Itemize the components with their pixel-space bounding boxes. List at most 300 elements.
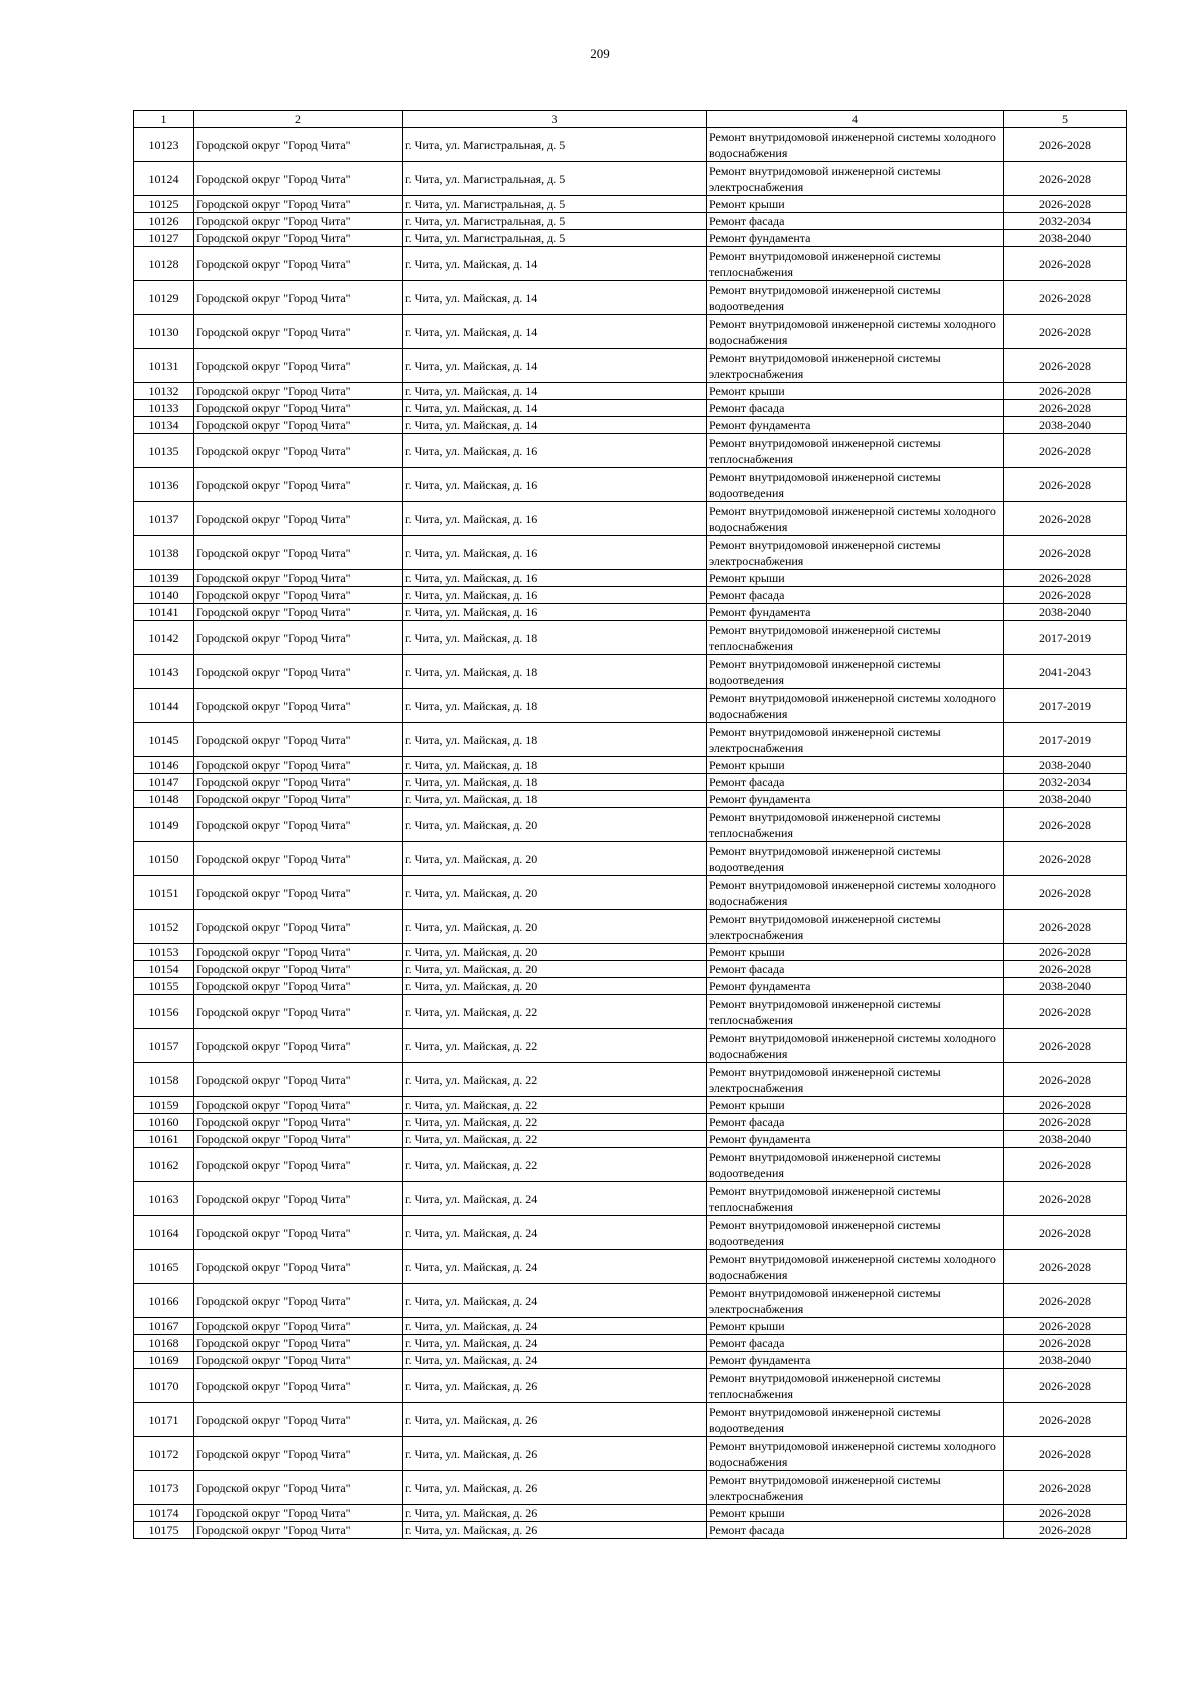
address-cell: г. Чита, ул. Магистральная, д. 5 [403, 128, 707, 162]
municipality-cell: Городской округ "Город Чита" [194, 1522, 403, 1539]
municipality-cell: Городской округ "Город Чита" [194, 604, 403, 621]
table-row [134, 1216, 1127, 1250]
record-number-cell: 10154 [134, 961, 194, 978]
table-row [134, 1284, 1127, 1318]
municipality-cell: Городской округ "Город Чита" [194, 434, 403, 468]
address-cell: г. Чита, ул. Майская, д. 16 [403, 604, 707, 621]
work-type-cell: Ремонт внутридомовой инженерной системы теплоснабжения [707, 1369, 1004, 1403]
period-cell: 2026-2028 [1004, 961, 1127, 978]
period-cell: 2026-2028 [1004, 1369, 1127, 1403]
period-cell: 2026-2028 [1004, 1505, 1127, 1522]
municipality-cell: Городской округ "Город Чита" [194, 944, 403, 961]
record-number-cell: 10130 [134, 315, 194, 349]
municipality-cell: Городской округ "Город Чита" [194, 383, 403, 400]
period-cell: 2026-2028 [1004, 162, 1127, 196]
municipality-cell: Городской округ "Город Чита" [194, 791, 403, 808]
period-cell: 2026-2028 [1004, 944, 1127, 961]
record-number-cell: 10163 [134, 1182, 194, 1216]
address-cell: г. Чита, ул. Майская, д. 26 [403, 1403, 707, 1437]
municipality-cell: Городской округ "Город Чита" [194, 213, 403, 230]
address-cell: г. Чита, ул. Майская, д. 20 [403, 961, 707, 978]
work-type-cell: Ремонт внутридомовой инженерной системы теплоснабжения [707, 1182, 1004, 1216]
work-type-cell: Ремонт фундамента [707, 791, 1004, 808]
record-number-cell: 10150 [134, 842, 194, 876]
work-type-cell: Ремонт крыши [707, 1097, 1004, 1114]
table-row [134, 978, 1127, 995]
table-row [134, 774, 1127, 791]
municipality-cell: Городской округ "Город Чита" [194, 128, 403, 162]
table-row [134, 1335, 1127, 1352]
address-cell: г. Чита, ул. Майская, д. 26 [403, 1471, 707, 1505]
record-number-cell: 10141 [134, 604, 194, 621]
record-number-cell: 10131 [134, 349, 194, 383]
period-cell: 2017-2019 [1004, 723, 1127, 757]
table-row [134, 944, 1127, 961]
period-cell: 2026-2028 [1004, 1471, 1127, 1505]
page-number: 209 [590, 46, 610, 61]
work-type-cell: Ремонт фундамента [707, 1131, 1004, 1148]
municipality-cell: Городской округ "Город Чита" [194, 1029, 403, 1063]
address-cell: г. Чита, ул. Майская, д. 26 [403, 1505, 707, 1522]
municipality-cell: Городской округ "Город Чита" [194, 502, 403, 536]
work-type-cell: Ремонт фундамента [707, 604, 1004, 621]
work-type-cell: Ремонт внутридомовой инженерной системы холодного водоснабжения [707, 1437, 1004, 1471]
record-number-cell: 10140 [134, 587, 194, 604]
work-type-cell: Ремонт внутридомовой инженерной системы холодного водоснабжения [707, 502, 1004, 536]
period-cell: 2026-2028 [1004, 1148, 1127, 1182]
work-type-cell: Ремонт фундамента [707, 417, 1004, 434]
period-cell: 2026-2028 [1004, 1216, 1127, 1250]
period-cell: 2026-2028 [1004, 128, 1127, 162]
address-cell: г. Чита, ул. Майская, д. 24 [403, 1335, 707, 1352]
period-cell: 2041-2043 [1004, 655, 1127, 689]
table-row [134, 213, 1127, 230]
table-row [134, 791, 1127, 808]
work-type-cell: Ремонт внутридомовой инженерной системы холодного водоснабжения [707, 1029, 1004, 1063]
work-type-cell: Ремонт внутридомовой инженерной системы теплоснабжения [707, 995, 1004, 1029]
municipality-cell: Городской округ "Город Чита" [194, 876, 403, 910]
work-type-cell: Ремонт внутридомовой инженерной системы теплоснабжения [707, 247, 1004, 281]
municipality-cell: Городской округ "Город Чита" [194, 1352, 403, 1369]
period-cell: 2032-2034 [1004, 213, 1127, 230]
address-cell: г. Чита, ул. Майская, д. 24 [403, 1284, 707, 1318]
period-cell: 2026-2028 [1004, 1063, 1127, 1097]
period-cell: 2026-2028 [1004, 1335, 1127, 1352]
municipality-cell: Городской округ "Город Чита" [194, 655, 403, 689]
record-number-cell: 10139 [134, 570, 194, 587]
address-cell: г. Чита, ул. Майская, д. 14 [403, 315, 707, 349]
table-row [134, 1114, 1127, 1131]
record-number-cell: 10132 [134, 383, 194, 400]
municipality-cell: Городской округ "Город Чита" [194, 1250, 403, 1284]
table-row [134, 1471, 1127, 1505]
address-cell: г. Чита, ул. Майская, д. 26 [403, 1437, 707, 1471]
municipality-cell: Городской округ "Город Чита" [194, 1063, 403, 1097]
municipality-cell: Городской округ "Город Чита" [194, 315, 403, 349]
work-type-cell: Ремонт внутридомовой инженерной системы холодного водоснабжения [707, 689, 1004, 723]
municipality-cell: Городской округ "Город Чита" [194, 1284, 403, 1318]
municipality-cell: Городской округ "Город Чита" [194, 587, 403, 604]
table-row [134, 1250, 1127, 1284]
table-row [134, 995, 1127, 1029]
table-row [134, 808, 1127, 842]
address-cell: г. Чита, ул. Майская, д. 18 [403, 757, 707, 774]
record-number-cell: 10155 [134, 978, 194, 995]
table-row [134, 383, 1127, 400]
table-row [134, 621, 1127, 655]
work-type-cell: Ремонт внутридомовой инженерной системы водоотведения [707, 1216, 1004, 1250]
municipality-cell: Городской округ "Город Чита" [194, 570, 403, 587]
address-cell: г. Чита, ул. Майская, д. 26 [403, 1522, 707, 1539]
table-row [134, 1182, 1127, 1216]
municipality-cell: Городской округ "Город Чита" [194, 1114, 403, 1131]
work-type-cell: Ремонт внутридомовой инженерной системы теплоснабжения [707, 434, 1004, 468]
period-cell: 2026-2028 [1004, 196, 1127, 213]
work-type-cell: Ремонт внутридомовой инженерной системы водоотведения [707, 468, 1004, 502]
period-cell: 2038-2040 [1004, 230, 1127, 247]
table-row [134, 1097, 1127, 1114]
municipality-cell: Городской округ "Город Чита" [194, 1471, 403, 1505]
record-number-cell: 10138 [134, 536, 194, 570]
record-number-cell: 10129 [134, 281, 194, 315]
address-cell: г. Чита, ул. Майская, д. 14 [403, 247, 707, 281]
record-number-cell: 10153 [134, 944, 194, 961]
table-row [134, 1403, 1127, 1437]
municipality-cell: Городской округ "Город Чита" [194, 196, 403, 213]
record-number-cell: 10158 [134, 1063, 194, 1097]
work-type-cell: Ремонт внутридомовой инженерной системы электроснабжения [707, 349, 1004, 383]
municipality-cell: Городской округ "Город Чита" [194, 757, 403, 774]
address-cell: г. Чита, ул. Майская, д. 24 [403, 1318, 707, 1335]
table-row [134, 1522, 1127, 1539]
address-cell: г. Чита, ул. Майская, д. 16 [403, 587, 707, 604]
work-type-cell: Ремонт крыши [707, 383, 1004, 400]
period-cell: 2026-2028 [1004, 315, 1127, 349]
period-cell: 2038-2040 [1004, 1352, 1127, 1369]
record-number-cell: 10162 [134, 1148, 194, 1182]
record-number-cell: 10137 [134, 502, 194, 536]
table-row [134, 757, 1127, 774]
work-type-cell: Ремонт фасада [707, 1522, 1004, 1539]
period-cell: 2038-2040 [1004, 757, 1127, 774]
record-number-cell: 10151 [134, 876, 194, 910]
record-number-cell: 10134 [134, 417, 194, 434]
table-row [134, 247, 1127, 281]
work-type-cell: Ремонт внутридомовой инженерной системы электроснабжения [707, 723, 1004, 757]
record-number-cell: 10164 [134, 1216, 194, 1250]
table-row [134, 1318, 1127, 1335]
period-cell: 2026-2028 [1004, 1250, 1127, 1284]
municipality-cell: Городской округ "Город Чита" [194, 1097, 403, 1114]
address-cell: г. Чита, ул. Майская, д. 18 [403, 655, 707, 689]
table-row [134, 434, 1127, 468]
address-cell: г. Чита, ул. Майская, д. 22 [403, 1097, 707, 1114]
work-type-cell: Ремонт внутридомовой инженерной системы водоотведения [707, 655, 1004, 689]
period-cell: 2026-2028 [1004, 1437, 1127, 1471]
record-number-cell: 10136 [134, 468, 194, 502]
work-type-cell: Ремонт фасада [707, 213, 1004, 230]
period-cell: 2026-2028 [1004, 502, 1127, 536]
table-row [134, 315, 1127, 349]
table-row [134, 1352, 1127, 1369]
table-row [134, 349, 1127, 383]
municipality-cell: Городской округ "Город Чита" [194, 1216, 403, 1250]
period-cell: 2026-2028 [1004, 434, 1127, 468]
repair-schedule-table [133, 110, 1127, 1539]
record-number-cell: 10148 [134, 791, 194, 808]
municipality-cell: Городской округ "Город Чита" [194, 1335, 403, 1352]
address-cell: г. Чита, ул. Майская, д. 16 [403, 570, 707, 587]
municipality-cell: Городской округ "Город Чита" [194, 1369, 403, 1403]
table-row [134, 587, 1127, 604]
address-cell: г. Чита, ул. Майская, д. 24 [403, 1182, 707, 1216]
municipality-cell: Городской округ "Город Чита" [194, 978, 403, 995]
municipality-cell: Городской округ "Город Чита" [194, 1505, 403, 1522]
period-cell: 2026-2028 [1004, 1403, 1127, 1437]
municipality-cell: Городской округ "Город Чита" [194, 1148, 403, 1182]
work-type-cell: Ремонт внутридомовой инженерной системы электроснабжения [707, 536, 1004, 570]
table-row [134, 417, 1127, 434]
work-type-cell: Ремонт внутридомовой инженерной системы холодного водоснабжения [707, 128, 1004, 162]
table-row [134, 196, 1127, 213]
address-cell: г. Чита, ул. Майская, д. 18 [403, 621, 707, 655]
table-row [134, 842, 1127, 876]
period-cell: 2017-2019 [1004, 689, 1127, 723]
table-body [134, 128, 1127, 1539]
record-number-cell: 10168 [134, 1335, 194, 1352]
address-cell: г. Чита, ул. Майская, д. 18 [403, 791, 707, 808]
work-type-cell: Ремонт крыши [707, 1318, 1004, 1335]
address-cell: г. Чита, ул. Майская, д. 16 [403, 468, 707, 502]
record-number-cell: 10142 [134, 621, 194, 655]
period-cell: 2026-2028 [1004, 1182, 1127, 1216]
work-type-cell: Ремонт фундамента [707, 978, 1004, 995]
municipality-cell: Городской округ "Город Чита" [194, 230, 403, 247]
address-cell: г. Чита, ул. Майская, д. 22 [403, 1029, 707, 1063]
period-cell: 2026-2028 [1004, 1029, 1127, 1063]
record-number-cell: 10125 [134, 196, 194, 213]
address-cell: г. Чита, ул. Майская, д. 20 [403, 910, 707, 944]
record-number-cell: 10127 [134, 230, 194, 247]
period-cell: 2038-2040 [1004, 791, 1127, 808]
period-cell: 2026-2028 [1004, 808, 1127, 842]
work-type-cell: Ремонт внутридомовой инженерной системы электроснабжения [707, 162, 1004, 196]
work-type-cell: Ремонт внутридомовой инженерной системы водоотведения [707, 1148, 1004, 1182]
work-type-cell: Ремонт внутридомовой инженерной системы водоотведения [707, 842, 1004, 876]
municipality-cell: Городской округ "Город Чита" [194, 468, 403, 502]
period-cell: 2026-2028 [1004, 842, 1127, 876]
table-row [134, 723, 1127, 757]
work-type-cell: Ремонт крыши [707, 944, 1004, 961]
municipality-cell: Городской округ "Город Чита" [194, 808, 403, 842]
record-number-cell: 10174 [134, 1505, 194, 1522]
period-cell: 2026-2028 [1004, 910, 1127, 944]
work-type-cell: Ремонт фасада [707, 1335, 1004, 1352]
table-row [134, 1131, 1127, 1148]
record-number-cell: 10135 [134, 434, 194, 468]
table-row [134, 281, 1127, 315]
municipality-cell: Городской округ "Город Чита" [194, 1318, 403, 1335]
address-cell: г. Чита, ул. Майская, д. 18 [403, 689, 707, 723]
work-type-cell: Ремонт внутридомовой инженерной системы электроснабжения [707, 1063, 1004, 1097]
record-number-cell: 10126 [134, 213, 194, 230]
address-cell: г. Чита, ул. Майская, д. 20 [403, 978, 707, 995]
municipality-cell: Городской округ "Город Чита" [194, 621, 403, 655]
column-header-3: 3 [403, 111, 707, 128]
work-type-cell: Ремонт крыши [707, 570, 1004, 587]
municipality-cell: Городской округ "Город Чита" [194, 842, 403, 876]
address-cell: г. Чита, ул. Магистральная, д. 5 [403, 196, 707, 213]
address-cell: г. Чита, ул. Майская, д. 22 [403, 1063, 707, 1097]
address-cell: г. Чита, ул. Майская, д. 22 [403, 1131, 707, 1148]
municipality-cell: Городской округ "Город Чита" [194, 1437, 403, 1471]
table-row [134, 876, 1127, 910]
record-number-cell: 10145 [134, 723, 194, 757]
municipality-cell: Городской округ "Город Чита" [194, 723, 403, 757]
record-number-cell: 10173 [134, 1471, 194, 1505]
table-row [134, 961, 1127, 978]
record-number-cell: 10144 [134, 689, 194, 723]
record-number-cell: 10149 [134, 808, 194, 842]
table-row [134, 1505, 1127, 1522]
period-cell: 2026-2028 [1004, 1318, 1127, 1335]
period-cell: 2032-2034 [1004, 774, 1127, 791]
table-row [134, 536, 1127, 570]
address-cell: г. Чита, ул. Майская, д. 18 [403, 723, 707, 757]
period-cell: 2026-2028 [1004, 468, 1127, 502]
record-number-cell: 10124 [134, 162, 194, 196]
work-type-cell: Ремонт внутридомовой инженерной системы электроснабжения [707, 1471, 1004, 1505]
period-cell: 2038-2040 [1004, 417, 1127, 434]
work-type-cell: Ремонт крыши [707, 196, 1004, 213]
record-number-cell: 10133 [134, 400, 194, 417]
work-type-cell: Ремонт внутридомовой инженерной системы холодного водоснабжения [707, 876, 1004, 910]
record-number-cell: 10159 [134, 1097, 194, 1114]
work-type-cell: Ремонт внутридомовой инженерной системы водоотведения [707, 1403, 1004, 1437]
address-cell: г. Чита, ул. Майская, д. 14 [403, 383, 707, 400]
work-type-cell: Ремонт фасада [707, 400, 1004, 417]
period-cell: 2026-2028 [1004, 400, 1127, 417]
work-type-cell: Ремонт внутридомовой инженерной системы холодного водоснабжения [707, 315, 1004, 349]
period-cell: 2026-2028 [1004, 247, 1127, 281]
record-number-cell: 10165 [134, 1250, 194, 1284]
table-row [134, 910, 1127, 944]
period-cell: 2038-2040 [1004, 604, 1127, 621]
address-cell: г. Чита, ул. Майская, д. 14 [403, 400, 707, 417]
table-row [134, 1063, 1127, 1097]
table-row [134, 128, 1127, 162]
municipality-cell: Городской округ "Город Чита" [194, 995, 403, 1029]
work-type-cell: Ремонт внутридомовой инженерной системы холодного водоснабжения [707, 1250, 1004, 1284]
work-type-cell: Ремонт внутридомовой инженерной системы теплоснабжения [707, 621, 1004, 655]
address-cell: г. Чита, ул. Майская, д. 20 [403, 876, 707, 910]
work-type-cell: Ремонт фасада [707, 961, 1004, 978]
address-cell: г. Чита, ул. Майская, д. 24 [403, 1216, 707, 1250]
table-row [134, 468, 1127, 502]
record-number-cell: 10170 [134, 1369, 194, 1403]
period-cell: 2026-2028 [1004, 1097, 1127, 1114]
address-cell: г. Чита, ул. Майская, д. 24 [403, 1352, 707, 1369]
work-type-cell: Ремонт внутридомовой инженерной системы электроснабжения [707, 910, 1004, 944]
record-number-cell: 10161 [134, 1131, 194, 1148]
table-row [134, 1148, 1127, 1182]
address-cell: г. Чита, ул. Майская, д. 24 [403, 1250, 707, 1284]
period-cell: 2026-2028 [1004, 383, 1127, 400]
municipality-cell: Городской округ "Город Чита" [194, 247, 403, 281]
work-type-cell: Ремонт фундамента [707, 1352, 1004, 1369]
table-row [134, 162, 1127, 196]
period-cell: 2026-2028 [1004, 570, 1127, 587]
record-number-cell: 10128 [134, 247, 194, 281]
column-header-2: 2 [194, 111, 403, 128]
record-number-cell: 10172 [134, 1437, 194, 1471]
municipality-cell: Городской округ "Город Чита" [194, 349, 403, 383]
municipality-cell: Городской округ "Город Чита" [194, 961, 403, 978]
record-number-cell: 10146 [134, 757, 194, 774]
period-cell: 2017-2019 [1004, 621, 1127, 655]
work-type-cell: Ремонт крыши [707, 757, 1004, 774]
record-number-cell: 10175 [134, 1522, 194, 1539]
record-number-cell: 10160 [134, 1114, 194, 1131]
address-cell: г. Чита, ул. Майская, д. 18 [403, 774, 707, 791]
address-cell: г. Чита, ул. Магистральная, д. 5 [403, 162, 707, 196]
record-number-cell: 10156 [134, 995, 194, 1029]
address-cell: г. Чита, ул. Майская, д. 16 [403, 536, 707, 570]
table-row [134, 1437, 1127, 1471]
municipality-cell: Городской округ "Город Чита" [194, 400, 403, 417]
address-cell: г. Чита, ул. Майская, д. 20 [403, 944, 707, 961]
table-row [134, 604, 1127, 621]
address-cell: г. Чита, ул. Магистральная, д. 5 [403, 230, 707, 247]
municipality-cell: Городской округ "Город Чита" [194, 1182, 403, 1216]
period-cell: 2026-2028 [1004, 1522, 1127, 1539]
table-row [134, 400, 1127, 417]
address-cell: г. Чита, ул. Майская, д. 26 [403, 1369, 707, 1403]
work-type-cell: Ремонт крыши [707, 1505, 1004, 1522]
record-number-cell: 10167 [134, 1318, 194, 1335]
column-header-1: 1 [134, 111, 194, 128]
address-cell: г. Чита, ул. Майская, д. 22 [403, 1114, 707, 1131]
municipality-cell: Городской округ "Город Чита" [194, 417, 403, 434]
address-cell: г. Чита, ул. Майская, д. 16 [403, 502, 707, 536]
municipality-cell: Городской округ "Город Чита" [194, 1131, 403, 1148]
work-type-cell: Ремонт фундамента [707, 230, 1004, 247]
period-cell: 2026-2028 [1004, 281, 1127, 315]
period-cell: 2026-2028 [1004, 1284, 1127, 1318]
municipality-cell: Городской округ "Город Чита" [194, 162, 403, 196]
municipality-cell: Городской округ "Город Чита" [194, 774, 403, 791]
work-type-cell: Ремонт фасада [707, 1114, 1004, 1131]
record-number-cell: 10143 [134, 655, 194, 689]
work-type-cell: Ремонт внутридомовой инженерной системы электроснабжения [707, 1284, 1004, 1318]
record-number-cell: 10152 [134, 910, 194, 944]
address-cell: г. Чита, ул. Майская, д. 22 [403, 995, 707, 1029]
table-row [134, 1369, 1127, 1403]
work-type-cell: Ремонт внутридомовой инженерной системы теплоснабжения [707, 808, 1004, 842]
address-cell: г. Чита, ул. Майская, д. 20 [403, 842, 707, 876]
period-cell: 2038-2040 [1004, 1131, 1127, 1148]
address-cell: г. Чита, ул. Майская, д. 14 [403, 417, 707, 434]
table-row [134, 570, 1127, 587]
municipality-cell: Городской округ "Город Чита" [194, 536, 403, 570]
table-row [134, 502, 1127, 536]
address-cell: г. Чита, ул. Майская, д. 14 [403, 281, 707, 315]
period-cell: 2026-2028 [1004, 349, 1127, 383]
table-row [134, 689, 1127, 723]
period-cell: 2026-2028 [1004, 536, 1127, 570]
table-row [134, 230, 1127, 247]
address-cell: г. Чита, ул. Майская, д. 16 [403, 434, 707, 468]
